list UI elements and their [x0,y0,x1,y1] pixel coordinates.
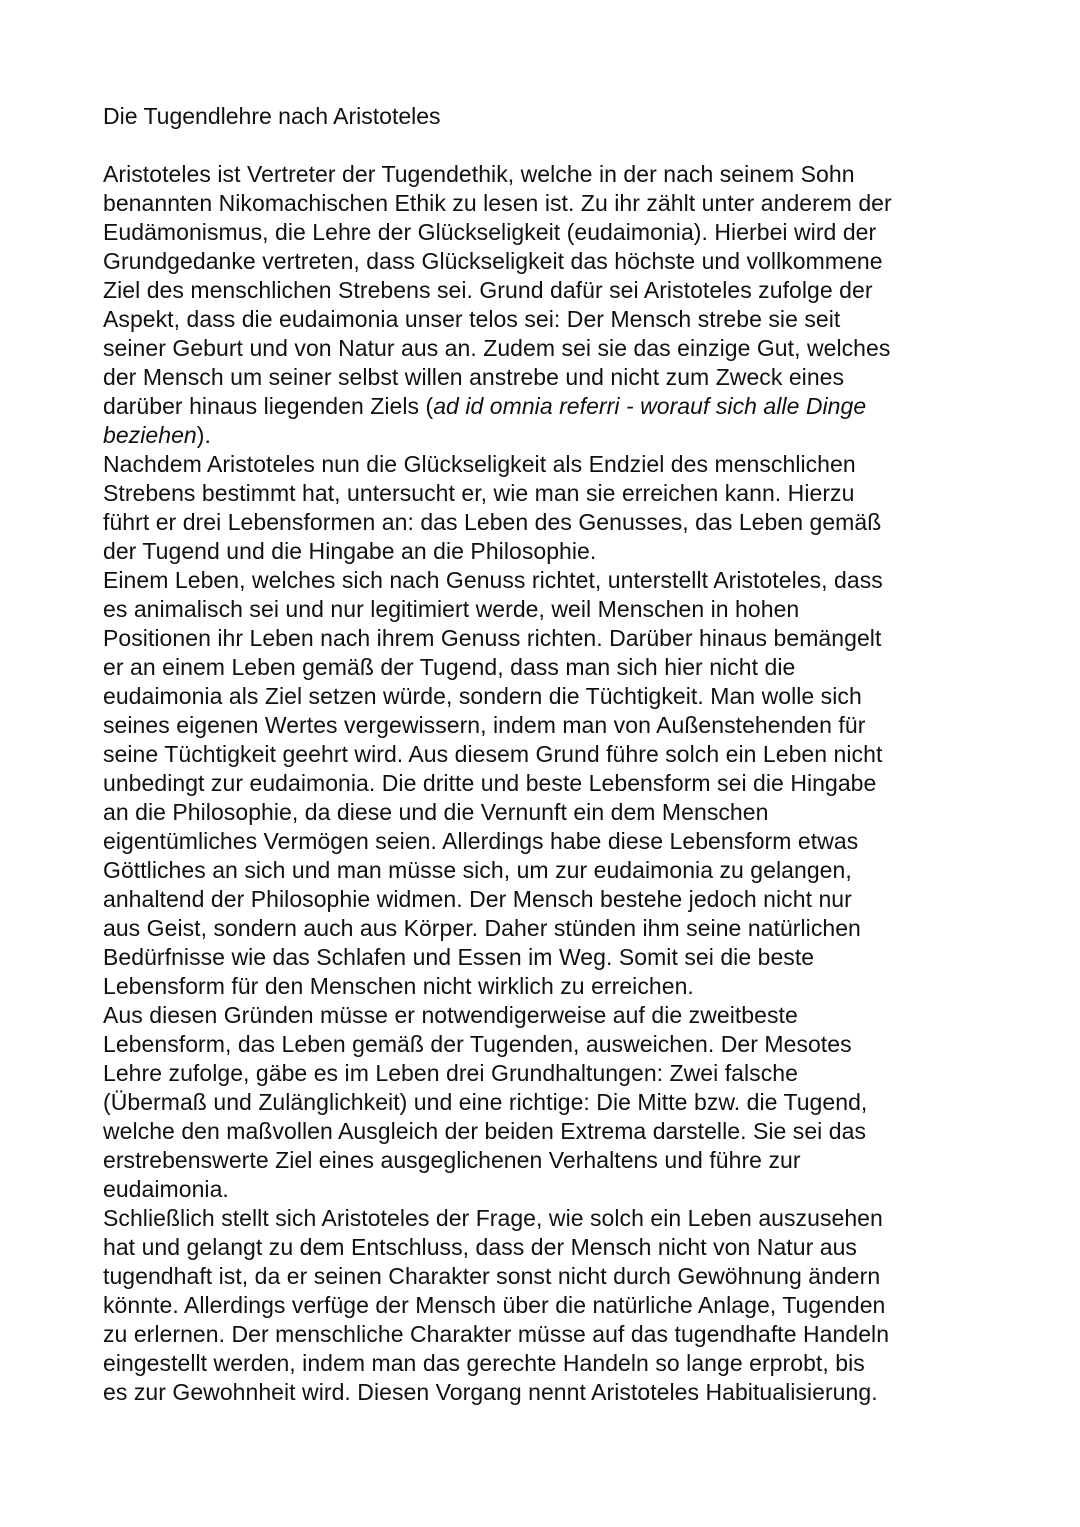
text-line: seines eigenen Wertes vergewissern, indem man von Außenstehenden für [103,712,866,738]
text-line: eudaimonia als Ziel setzen würde, sondern die Tüchtigkeit. Man wolle sich [103,683,862,709]
text-line: Positionen ihr Leben nach ihrem Genuss richten. Darüber hinaus bemängelt [103,625,882,651]
text-line: Strebens bestimmt hat, untersucht er, wie man sie erreichen kann. Hierzu [103,480,855,506]
text-line: zu erlernen. Der menschliche Charakter müsse auf das tugendhafte Handeln [103,1321,890,1347]
text-line: an die Philosophie, da diese und die Vernunft ein dem Menschen [103,799,769,825]
text-line: Bedürfnisse wie das Schlafen und Essen im Weg. Somit sei die beste [103,944,815,970]
text-line: der Tugend und die Hingabe an die Philosophie. [103,538,597,564]
text-line: benannten Nikomachischen Ethik zu lesen ist. Zu ihr zählt unter anderem der [103,190,892,216]
text-line: führt er drei Lebensformen an: das Leben des Genusses, das Leben gemäß [103,509,882,535]
text-fragment: darüber hinaus liegenden Ziels ( [103,393,434,419]
text-line: seine Tüchtigkeit geehrt wird. Aus diesem Grund führe solch ein Leben nicht [103,741,883,767]
text-fragment: ). [196,422,211,448]
text-line: er an einem Leben gemäß der Tugend, dass man sich hier nicht die [103,654,796,680]
text-line: Lehre zufolge, gäbe es im Leben drei Grundhaltungen: Zwei falsche [103,1060,798,1086]
text-line [103,421,983,450]
document-title: Die Tugendlehre nach Aristoteles [103,103,441,129]
text-line: es animalisch sei und nur legitimiert werde, weil Menschen in hohen [103,596,800,622]
paragraph-2 [103,450,983,566]
text-line: tugendhaft ist, da er seinen Charakter sonst nicht durch Gewöhnung ändern [103,1263,881,1289]
text-line: Lebensform für den Menschen nicht wirklich zu erreichen. [103,973,694,999]
text-line: Schließlich stellt sich Aristoteles der Frage, wie solch ein Leben auszusehen [103,1205,883,1231]
text-line: Aus diesen Gründen müsse er notwendigerweise auf die zweitbeste [103,1002,798,1028]
text-line: Einem Leben, welches sich nach Genuss richtet, unterstellt Aristoteles, dass [103,567,883,593]
text-line: Göttliches an sich und man müsse sich, um zur eudaimonia zu gelangen, [103,857,852,883]
text-line: unbedingt zur eudaimonia. Die dritte und beste Lebensform sei die Hingabe [103,770,877,796]
italic-latin-quote: ad id omnia referri - worauf sich alle Dinge [433,393,867,419]
text-line: es zur Gewohnheit wird. Diesen Vorgang nennt Aristoteles Habitualisierung. [103,1379,878,1405]
text-line: erstrebenswerte Ziel eines ausgeglichenen Verhaltens und führe zur [103,1147,801,1173]
paragraph-3 [103,566,983,1001]
text-line [103,392,983,421]
text-line: Nachdem Aristoteles nun die Glückseligkeit als Endziel des menschlichen [103,451,856,477]
text-line: der Mensch um seiner selbst willen anstrebe und nicht zum Zweck eines [103,364,845,390]
text-line: eudaimonia. [103,1176,229,1202]
paragraph-4 [103,1001,983,1204]
text-line: anhaltend der Philosophie widmen. Der Mensch bestehe jedoch nicht nur [103,886,852,912]
text-line: Ziel des menschlichen Strebens sei. Grund dafür sei Aristoteles zufolge der [103,277,873,303]
paragraph-1 [103,160,983,450]
text-line: Eudämonismus, die Lehre der Glückseligkeit (eudaimonia). Hierbei wird der [103,219,877,245]
paragraph-5 [103,1204,983,1407]
document-page [103,102,983,1407]
text-line: Grundgedanke vertreten, dass Glückseligkeit das höchste und vollkommene [103,248,883,274]
text-line: aus Geist, sondern auch aus Körper. Daher stünden ihm seine natürlichen [103,915,861,941]
text-line: Aristoteles ist Vertreter der Tugendethik, welche in der nach seinem Sohn [103,161,855,187]
text-line: könnte. Allerdings verfüge der Mensch über die natürliche Anlage, Tugenden [103,1292,886,1318]
text-line: welche den maßvollen Ausgleich der beiden Extrema darstelle. Sie sei das [103,1118,867,1144]
text-line: Aspekt, dass die eudaimonia unser telos sei: Der Mensch strebe sie seit [103,306,841,332]
text-line: eingestellt werden, indem man das gerechte Handeln so lange erprobt, bis [103,1350,865,1376]
text-line: (Übermaß und Zulänglichkeit) und eine richtige: Die Mitte bzw. die Tugend, [103,1089,868,1115]
text-line: seiner Geburt und von Natur aus an. Zudem sei sie das einzige Gut, welches [103,335,891,361]
text-line: hat und gelangt zu dem Entschluss, dass der Mensch nicht von Natur aus [103,1234,857,1260]
text-line: Lebensform, das Leben gemäß der Tugenden, ausweichen. Der Mesotes [103,1031,852,1057]
text-line: eigentümliches Vermögen seien. Allerdings habe diese Lebensform etwas [103,828,859,854]
italic-latin-quote-end: beziehen [103,422,197,448]
